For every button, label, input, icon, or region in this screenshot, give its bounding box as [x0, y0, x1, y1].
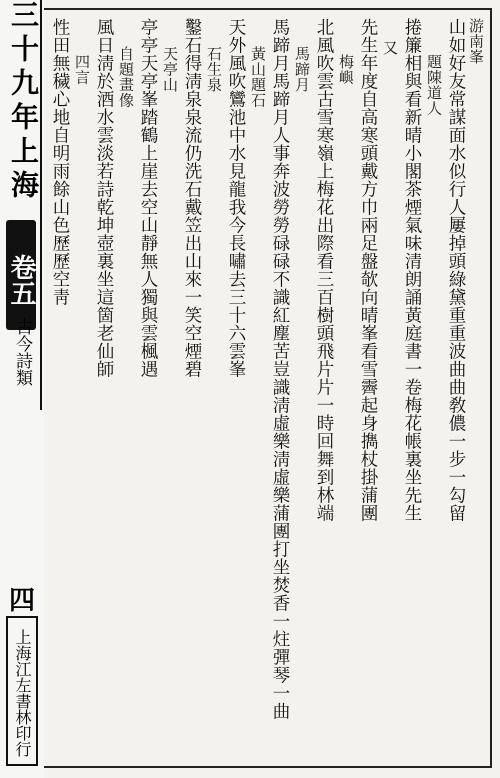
left-margin	[0, 0, 44, 778]
poem-line: 風日淸於酒水雲淡若詩乾坤壺裏坐這箇老仙師	[94, 18, 114, 378]
poem-title: 游南峯	[467, 18, 485, 65]
edge-category-label: 古今詩類	[12, 318, 32, 386]
edge-volume-label: 卷五	[6, 220, 36, 330]
publisher-label: 上海江左書林印行	[6, 616, 38, 766]
poem-title: 石生泉	[205, 46, 223, 93]
poem-title: 馬蹄月	[293, 46, 311, 93]
poem-title: 自題畫像	[117, 46, 135, 108]
poem-line: 北風吹雲古雪寒嶺上梅花出際看三百樹頭飛片片一時回舞到林端	[314, 18, 334, 522]
poem-title: 梅嶼	[337, 54, 355, 85]
poem-title: 又	[381, 40, 399, 56]
poem-line: 馬蹄月馬蹄月人事奔波勞勞碌碌不識紅塵苦豈識淸虛樂淸虛樂蒲團打坐焚香一炷彈琴一曲	[270, 18, 290, 720]
poem-line: 亭亭天亭峯踏鶴上崖去空山靜無人獨與雲楓遇	[138, 18, 158, 378]
poem-line: 捲簾相與看新晴小閣茶煙氣味清朗誦黃庭書一卷梅花帳裏坐先生	[402, 18, 422, 522]
poem-title: 天亭山	[161, 46, 179, 93]
page-number: 四	[8, 586, 35, 616]
poem-title: 四言	[73, 54, 91, 85]
poem-title: 題陳道人	[425, 54, 443, 116]
edge-book-title: 三十九年上海	[7, 0, 40, 204]
poem-title: 黃山題石	[249, 46, 267, 108]
poem-line: 山如好友常謀面水似行人屢掉頭綠黛重重波曲曲敎儂一步一勾留	[446, 18, 466, 522]
poem-line: 天外風吹鸞池中水見龍我今長嘯去三十六雲峯	[226, 18, 246, 378]
poem-line: 性田無穢心地自明雨餘山色歷歷空靑	[50, 18, 70, 306]
text-area	[48, 18, 488, 758]
poem-line: 先生年度自高寒頭戴方巾兩足盤欹向晴峯看雪霽起身擕杖掛蒲團	[358, 18, 378, 522]
poem-line: 鑿石得淸泉泉流仍洗石戴笠出山來一笑空煙碧	[182, 18, 202, 378]
